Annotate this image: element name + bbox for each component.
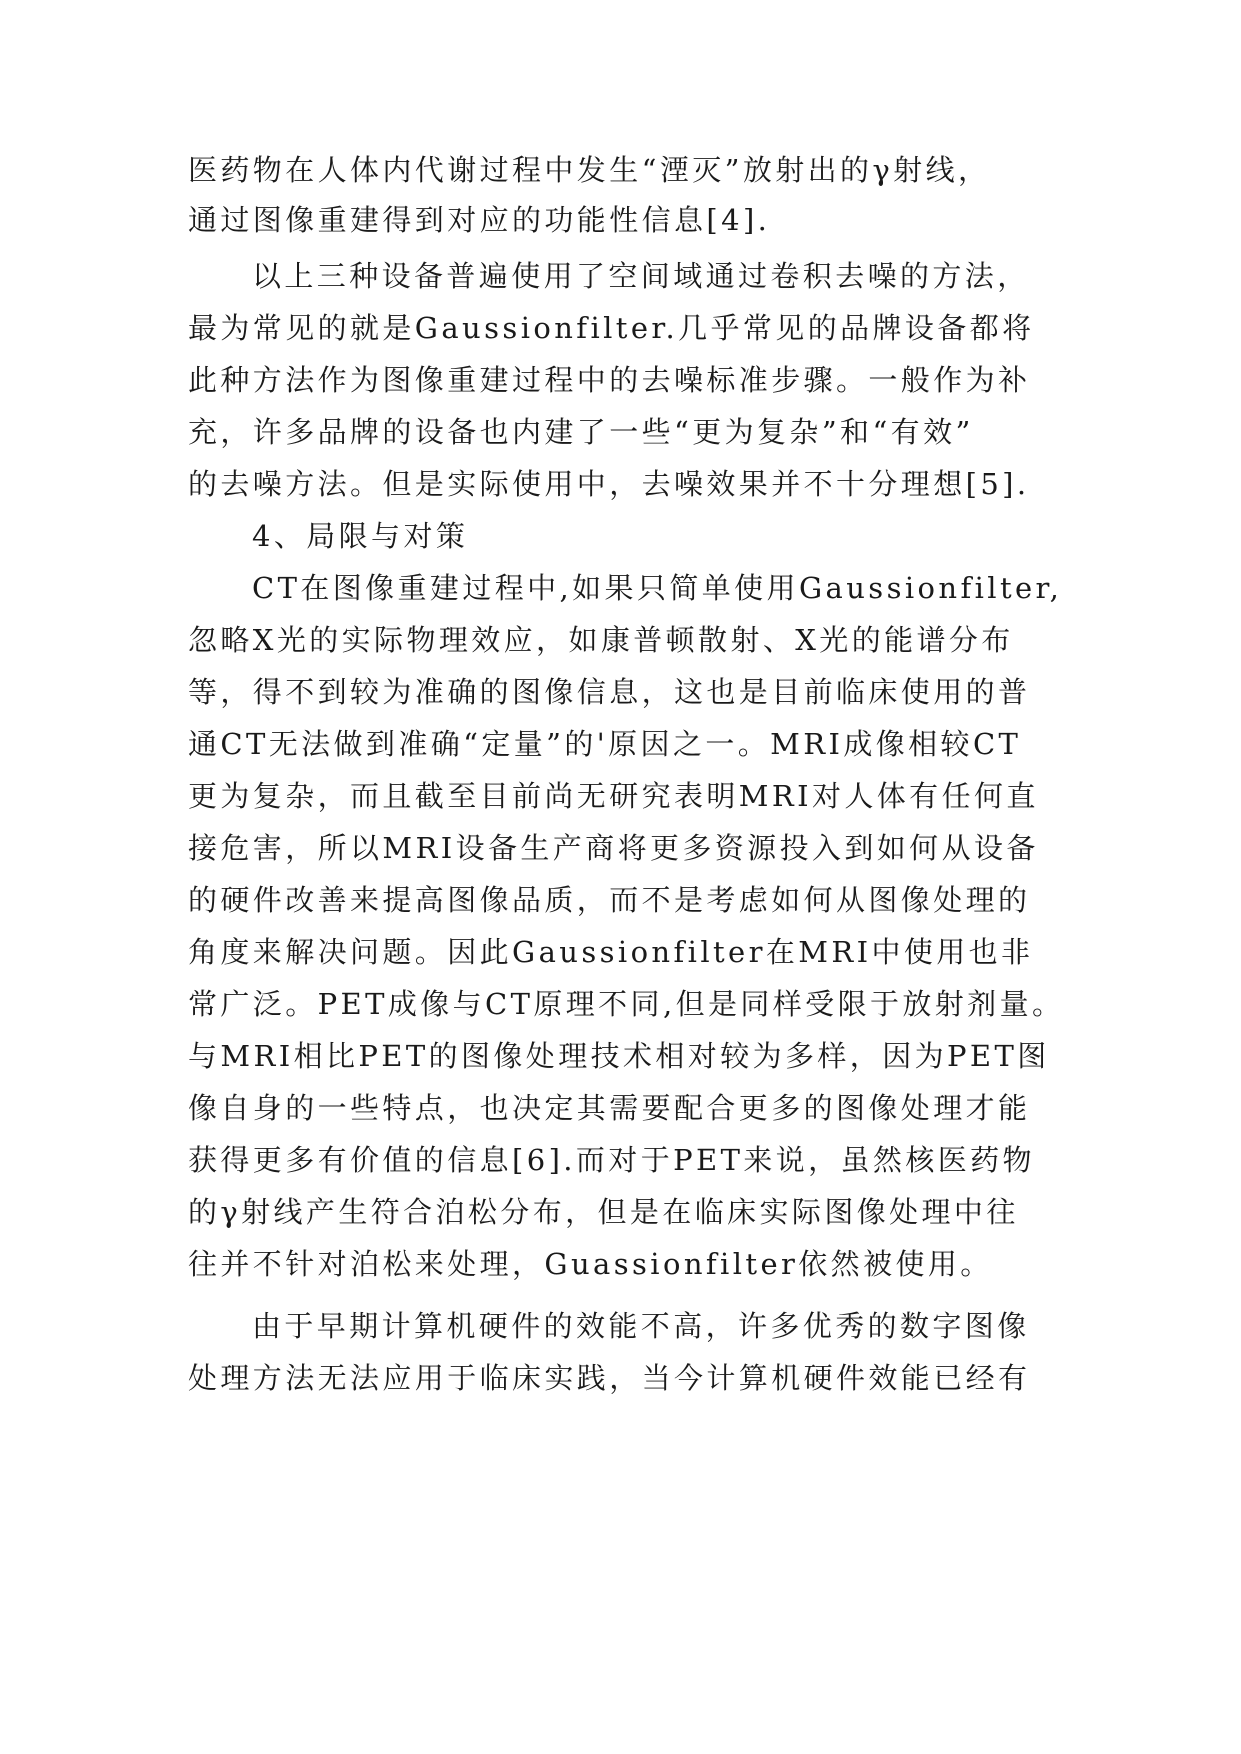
- text-line: 的去噪方法。但是实际使用中，去噪效果并不十分理想[5].: [188, 467, 1030, 501]
- text-line: 的γ射线产生符合泊松分布，但是在临床实际图像处理中往: [188, 1195, 1019, 1229]
- text-line: 充，许多品牌的设备也内建了一些“更为复杂”和“有效”: [188, 415, 974, 449]
- text-line: 等，得不到较为准确的图像信息，这也是目前临床使用的普: [188, 675, 1031, 709]
- text-line: 像自身的一些特点，也决定其需要配合更多的图像处理才能: [188, 1091, 1031, 1125]
- text-line: 更为复杂，而且截至目前尚无研究表明MRI对人体有任何直: [188, 779, 1039, 813]
- text-line: 获得更多有价值的信息[6].而对于PET来说，虽然核医药物: [188, 1143, 1035, 1177]
- text-line: 常广泛。PET成像与CT原理不同,但是同样受限于放射剂量。: [188, 987, 1065, 1021]
- paragraph-first-line: CT在图像重建过程中,如果只简单使用Gaussionfilter,: [252, 571, 1063, 605]
- section-heading: 4、局限与对策: [252, 519, 469, 553]
- text-line: 此种方法作为图像重建过程中的去噪标准步骤。一般作为补: [188, 363, 1031, 397]
- text-line: 最为常见的就是Gaussionfilter.几乎常见的品牌设备都将: [188, 311, 1035, 345]
- text-line: 接危害，所以MRI设备生产商将更多资源投入到如何从设备: [188, 831, 1039, 865]
- text-line: 的硬件改善来提高图像品质，而不是考虑如何从图像处理的: [188, 883, 1031, 917]
- text-line: 医药物在人体内代谢过程中发生“湮灭”放射出的γ射线，: [188, 153, 991, 187]
- text-line: 通CT无法做到准确“定量”的'原因之一。MRI成像相较CT: [188, 727, 1022, 761]
- text-line: 角度来解决问题。因此Gaussionfilter在MRI中使用也非: [188, 935, 1034, 969]
- paragraph-first-line: 以上三种设备普遍使用了空间域通过卷积去噪的方法，: [252, 259, 1030, 293]
- text-line: 忽略X光的实际物理效应，如康普顿散射、X光的能谱分布: [188, 623, 1014, 657]
- text-line: 处理方法无法应用于临床实践，当今计算机硬件效能已经有: [188, 1361, 1031, 1395]
- text-line: 与MRI相比PET的图像处理技术相对较为多样，因为PET图: [188, 1039, 1050, 1073]
- paragraph-first-line: 由于早期计算机硬件的效能不高，许多优秀的数字图像: [252, 1309, 1030, 1343]
- text-line: 往并不针对泊松来处理，Guassionfilter依然被使用。: [188, 1247, 993, 1281]
- text-line: 通过图像重建得到对应的功能性信息[4].: [188, 203, 771, 237]
